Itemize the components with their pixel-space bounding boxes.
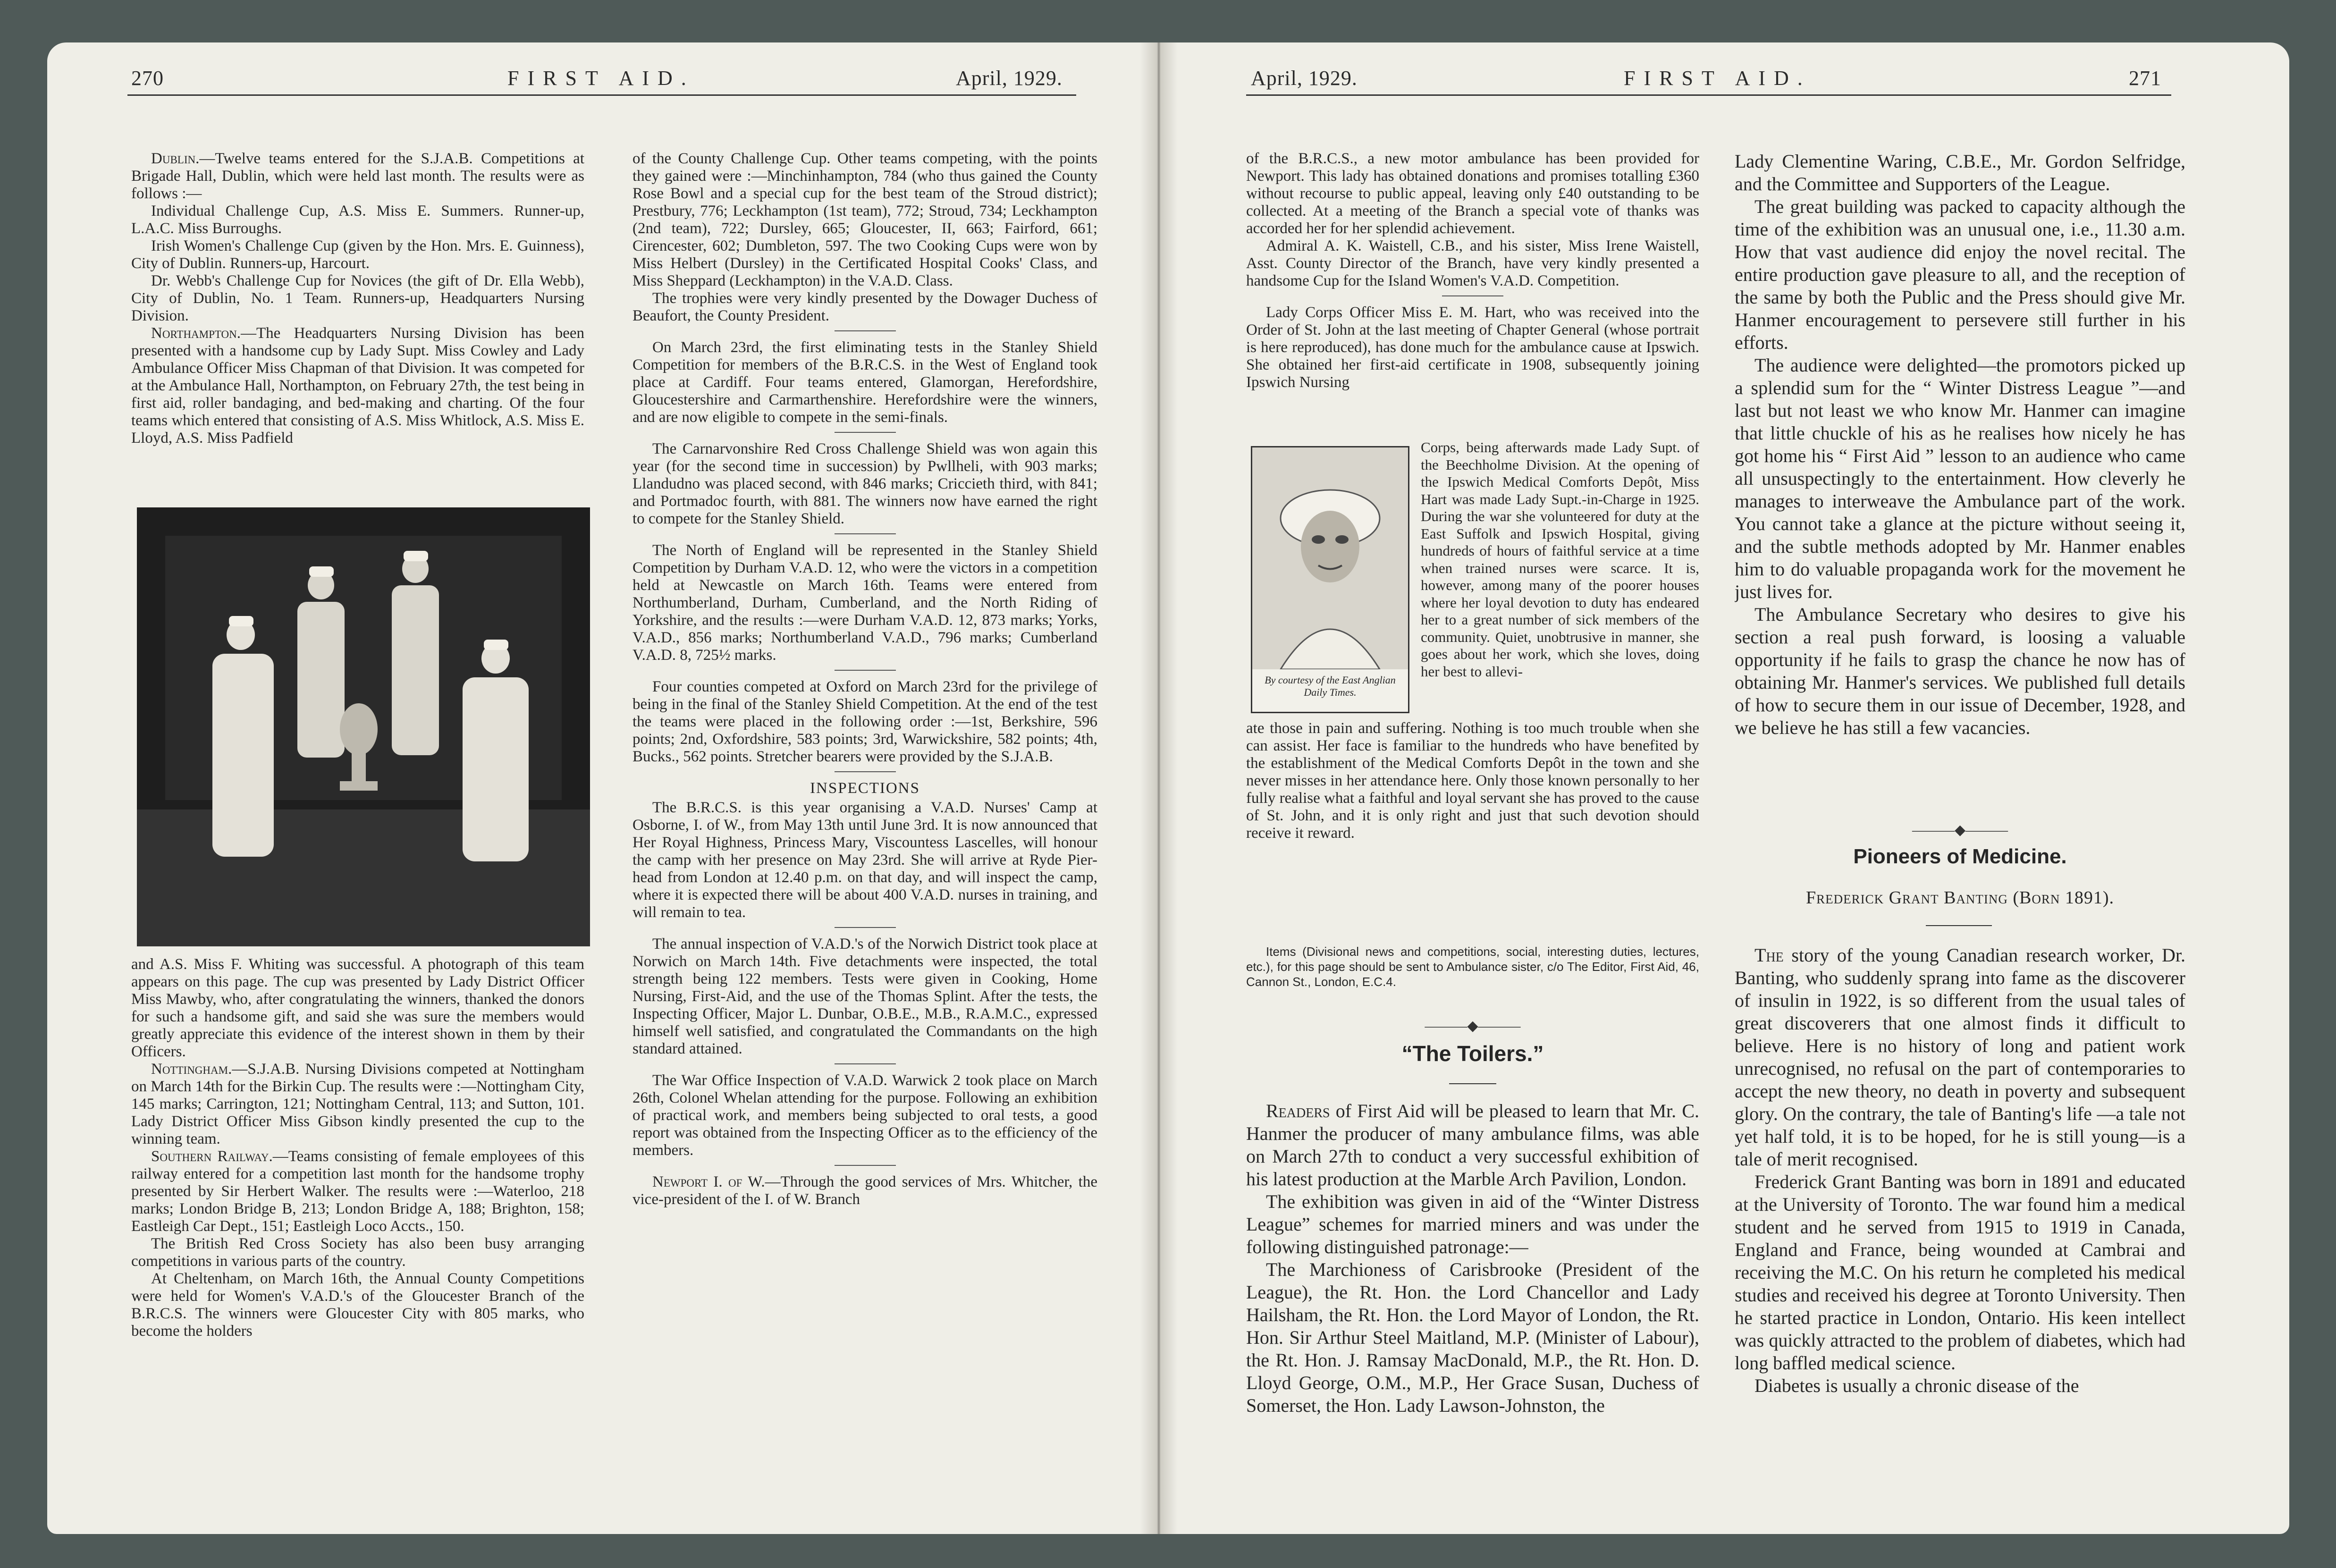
- paragraph: [1735, 150, 2185, 195]
- paragraph: [1735, 195, 2185, 354]
- paragraph-text: —The Headquarters Nursing Division has been presented with a handsome cup by Lady Supt. Miss Cowley and Lady Ambulance Officer Miss Chapman of that Division. It was competed for at the Ambulance Hall, Northampton, on February 27th, the test being in first aid, roller bandaging, and bed-making and charting. Of the four teams which entered that consisting of A.S. Miss Whitlock, A.S. Miss E. Lloyd, A.S. Miss Padfield: [131, 325, 584, 447]
- nursing-team-photo: [137, 507, 590, 946]
- toilers-heading: “The Toilers.”: [1401, 1041, 1544, 1066]
- right-head-rule: [1246, 94, 2171, 96]
- paragraph-text: The great building was packed to capacity although the time of the exhibition was an unusual one, i.e., 11.30 a.m. How that vast audience did enjoy the novel recital. The entire production gave pleasure to all, and the reception of the same by both the Public and the Press should give Mr. Hanmer encouragement to persevere still further in his efforts.: [1735, 196, 2185, 353]
- pioneers-rule: [1926, 925, 1992, 926]
- left-date: April, 1929.: [956, 67, 1063, 90]
- paragraph: [632, 440, 1097, 528]
- paragraph-text: The Carnarvonshire Red Cross Challenge Shield was won again this year (for the second time in succession) by Pwllheli, with 903 marks; Llandudno was placed second, with 846 marks; Criccieth third, with 841; and Portmadoc fourth, with 881. The winners now have earned the right to compete for the Stanley Shield.: [632, 440, 1097, 527]
- section-divider: [835, 330, 896, 331]
- paragraph-lead: Newport I. of W.: [652, 1173, 765, 1190]
- paragraph-text: The audience were delighted—the promotors picked up a splendid sum for the “ Winter Distress League ”—and last but not least we who know Mr. Hanmer can imagine that little chuckle of his as he realises how nicely he has got home his “ First Aid ” lesson to an audience who came all unsuspectingly to the entertainment. How cleverly he manages to interweave the Ambulance part of the work. You cannot take a glance at the picture without seeing it, and the subtle methods adopted by Mr. Hanmer enables him to do valuable propaganda work for the movement he just lives for.: [1735, 354, 2185, 602]
- paragraph-text: The B.R.C.S. is this year organising a V.A.D. Nurses' Camp at Osborne, I. of W., from May 13th until June 3rd. It is now announced that Her Royal Highness, Princess Mary, Viscountess Lascelles, will honour the camp with her presence on May 23rd. She will arrive at Ryde Pier-head from London at 12.40 p.m. on that day, and will inspect the camp, where it is expected there will be about 400 V.A.D. nurses in training, and will remain to tea.: [632, 799, 1097, 921]
- right-column-1-after: [1246, 720, 1699, 965]
- paragraph-text: Lady Corps Officer Miss E. M. Hart, who was received into the Order of St. John at the last meeting of Chapter General (whose portrait is here reproduced), has done much for the ambulance cause at Ipswich. She obtained her first-aid certificate in 1908, subsequently joining Ipswich Nursing: [1246, 304, 1699, 391]
- portrait-caption: By courtesy of the East Anglian Daily Times.: [1265, 674, 1396, 698]
- paragraph-text: Diabetes is usually a chronic disease of the: [1754, 1375, 2079, 1396]
- paragraph-text: Individual Challenge Cup, A.S. Miss E. Summers. Runner-up, L.A.C. Miss Burroughs.: [131, 202, 584, 237]
- paragraph: [1246, 1190, 1699, 1258]
- paragraph-text: Four counties competed at Oxford on March 23rd for the privilege of being in the final of the Stanley Shield Competition. At the end of the test the teams were placed in the following order :—1st, Berkshire, 596 points; 2nd, Oxfordshire, 583 points; 3rd, Warwickshire, 582 points; 4th, Bucks., 562 points. Stretcher bearers were provided by the S.J.A.B.: [632, 678, 1097, 765]
- paragraph: [632, 678, 1097, 766]
- paragraph-text: The Marchioness of Carisbrooke (President of the League), the Rt. Hon. the Lord Chancellor and Lady Hailsham, the Rt. Hon. the Lord Mayor of London, the Rt. Hon. Sir Arthur Steel Maitland, M.P. (Minister of Labour), the Rt. Hon. J. Ramsay MacDonald, M.P., the Rt. Hon. D. Lloyd George, O.M., M.P., Her Grace Susan, Duchess of Somerset, the Hon. Lady Lawson-Johnston, the: [1246, 1259, 1699, 1416]
- paragraph-text: The British Red Cross Society has also been busy arranging competitions in various parts of the country.: [131, 1235, 584, 1270]
- left-running-title: FIRST AID.: [507, 67, 695, 90]
- paragraph-text: The North of England will be represented in the Stanley Shield Competition by Durham V.A.D. 12, who were the victors in a competition held at Newcastle on March 16th. Teams were entered from Northumberland, Durham, Cumberland, and the North Riding of Yorkshire, and the results :—were Durham V.A.D. 12, 873 marks; Yorks, V.A.D., 856 marks; Northumberland V.A.D., 796 marks; Cumberland V.A.D. 8, 725½ marks.: [632, 542, 1097, 664]
- paragraph-text: On March 23rd, the first eliminating tests in the Stanley Shield Competition for members of the B.R.C.S. in the West of England took place at Cardiff. Four teams entered, Glamorgan, Herefordshire, Gloucestershire and Carmarthenshire. Herefordshire were the winners, and are now eligible to compete in the semi-finals.: [632, 339, 1097, 426]
- items-note-text: Items (Divisional news and competitions, social, interesting duties, lectures, etc.), for this page should be sent to Ambulance sister, c/o The Editor, First Aid, 46, Cannon St., London, E.C.4.: [1246, 944, 1699, 989]
- paragraph-text: and A.S. Miss F. Whiting was successful. A photograph of this team appears on this page. The cup was presented by Lady District Officer Miss Mawby, who, after congratulating the winners, thanked the donors for such a handsome gift, and said she was sure the members would greatly appreciate this evidence of the interest shown in them by their Officers.: [131, 956, 584, 1060]
- left-column-1-bottom: [131, 956, 584, 1447]
- items-note: [1246, 944, 1699, 996]
- paragraph: [1735, 354, 2185, 603]
- paragraph-text: The War Office Inspection of V.A.D. Warwick 2 took place on March 26th, Colonel Whelan attending for the purpose. Following an exhibition of practical work, and members being subjected to oral tests, a good report was obtained from the Inspecting Officer as to the efficiency of the members.: [632, 1072, 1097, 1159]
- paragraph: [1735, 1171, 2185, 1374]
- right-date: April, 1929.: [1251, 67, 1358, 90]
- pioneers-subheading: Frederick Grant Banting (Born 1891).: [1805, 888, 2115, 908]
- paragraph: [1246, 1100, 1699, 1190]
- paragraph-text: Irish Women's Challenge Cup (given by the Hon. Mrs. E. Guinness), City of Dublin. Runners-up, Harcourt.: [131, 237, 584, 272]
- section-divider: [835, 771, 896, 772]
- section-divider: [835, 432, 896, 433]
- paragraph: [1735, 1374, 2185, 1397]
- section-divider: [835, 1063, 896, 1064]
- paragraph-text: Admiral A. K. Waistell, C.B., and his sister, Miss Irene Waistell, Asst. County Director of the Branch, have very kindly presented a handsome Cup for the Island Women's V.A.D. Competition.: [1246, 237, 1699, 289]
- paragraph-lead: The: [1754, 944, 1784, 966]
- book-gutter: [1140, 42, 1178, 1534]
- paragraph-text: of the B.R.C.S., a new motor ambulance has been provided for Newport. This lady has obtained donations and promises totalling £360 without recourse to public appeal, leaving only £40 outstanding to be collected. At a meeting of the Branch a special vote of thanks was accorded her for her splendid achievement.: [1246, 150, 1699, 237]
- section-divider: [835, 533, 896, 534]
- section-ornament: ———◆———: [1425, 1018, 1521, 1034]
- team-photo-image: [137, 507, 590, 946]
- paragraph: [632, 542, 1097, 664]
- paragraph-text: The annual inspection of V.A.D.'s of the Norwich District took place at Norwich on March 14th. Five detachments were inspected, the total strength being 122 members. Tests were given in Cooking, Home Nursing, First-Aid, and the use of the Thomas Splint. After the tests, the Inspecting Officer, Major L. Dunbar, O.B.E., M.B., R.A.M.C., expressed himself well satisfied, and congratulated the Commandants on the high standard attained.: [632, 936, 1097, 1057]
- paragraph-text: story of the young Canadian research worker, Dr. Banting, who suddenly sprang into fame as the discoverer of insulin in 1922, is so different from the usual tales of great discoverers that one almost finds it difficult to believe. Here is no history of long and patient work unrecognised, no refusal on the part of contemporaries to accept the new theory, no death in poverty and subsequent glory. On the contrary, the tale of Banting's life —a tale not yet half told, it is to be hoped, for he is still young—is a tale of merit recognised.: [1735, 944, 2185, 1170]
- paragraph: [632, 936, 1097, 1058]
- paragraph-text: Lady Clementine Waring, C.B.E., Mr. Gordon Selfridge, and the Committee and Supporters of the League.: [1735, 151, 2185, 194]
- paragraph-text: of the County Challenge Cup. Other teams competing, with the points they gained were :—Minchinhampton, 784 (who thus gained the County Rose Bowl and a special cup for the best team of the Stroud district); Prestbury, 776; Leckhampton (1st team), 772; Stroud, 734; Leckhampton (2nd team), 722; Dursley, 665; Gloucester, II, 663; Fairford, 661; Cirencester, 602; Dumbleton, 597. The two Cooking Cups were won by Miss Helbert (Dursley) in the Certificated Hospital Cooks' Class, and Miss Sheppard (Leckhampton) in the V.A.D. Class.: [632, 150, 1097, 289]
- paragraph-lead: Dublin.: [151, 150, 200, 167]
- section-divider: [1442, 295, 1503, 296]
- paragraph: [131, 150, 584, 202]
- paragraph-text: of First Aid will be pleased to learn that Mr. C. Hanmer the producer of many ambulance films, was able on March 27th to conduct a very successful exhibition of his latest production at the Marble Arch Pavilion, London.: [1246, 1100, 1699, 1189]
- toilers-rule: [1449, 1083, 1496, 1084]
- pioneers-heading: Pioneers of Medicine.: [1853, 845, 2067, 868]
- paragraph-text: —S.J.A.B. Nursing Divisions competed at Nottingham on March 14th for the Birkin Cup. The results were :—Nottingham City, 145 marks; Carrington, 121; Nottingham Central, 113; and Sutton, 101. Lady District Officer Miss Gibson kindly presented the cup to the winning team.: [131, 1061, 584, 1147]
- right-column-1-wrap: [1421, 439, 1699, 717]
- right-running-title: FIRST AID.: [1624, 67, 1811, 90]
- pioneers-ornament: ———◆———: [1912, 822, 2008, 838]
- paragraph-text: Frederick Grant Banting was born in 1891 and educated at the University of Toronto. The war found him a medical student and he served from 1915 to 1919 in Canada, England and France, being wounded at Cambrai and receiving the M.C. On his return he completed his medical studies and received his degree at Toronto University. Then he started practice in London, Ontario. His keen intellect was quickly attracted to the problem of diabetes, which had long baffled medical science.: [1735, 1171, 2185, 1374]
- paragraph: [1735, 944, 2185, 1171]
- paragraph-text: The trophies were very kindly presented by the Dowager Duchess of Beaufort, the County President.: [632, 290, 1097, 324]
- left-column-2: [632, 150, 1097, 1458]
- paragraph: [1246, 237, 1699, 290]
- section-divider: [835, 1165, 896, 1166]
- paragraph: [632, 150, 1097, 290]
- paragraph: [131, 1235, 584, 1270]
- paragraph: [1246, 150, 1699, 237]
- paragraph-text: The Ambulance Secretary who desires to give his section a real push forward, is loosing a valuable opportunity if he fails to grasp the chance he now has of obtaining Mr. Hanmer's services. We published full details of how to secure them in our issue of December, 1928, and we believe he has still a few vacancies.: [1735, 604, 2185, 738]
- left-head-rule: [127, 94, 1076, 96]
- paragraph: [1246, 304, 1699, 391]
- paragraph: [131, 202, 584, 237]
- paragraph: [131, 1061, 584, 1148]
- paragraph: [1735, 603, 2185, 739]
- paragraph-text: Dr. Webb's Challenge Cup for Novices (the gift of Dr. Ella Webb), City of Dublin, No. 1 Team. Runners-up, Headquarters Nursing Division.: [131, 272, 584, 324]
- paragraph: [632, 290, 1097, 325]
- paragraph: [131, 325, 584, 447]
- section-divider: [835, 927, 896, 928]
- paragraph: [131, 1270, 584, 1340]
- paragraph: [131, 237, 584, 272]
- paragraph: [632, 799, 1097, 921]
- paragraph-lead: Northampton.: [151, 325, 241, 342]
- left-page-number: 270: [131, 67, 164, 90]
- paragraph: [1246, 1258, 1699, 1417]
- paragraph-lead: Readers: [1266, 1100, 1330, 1121]
- section-divider: [835, 670, 896, 671]
- paragraph-lead: Nottingham.: [151, 1061, 232, 1078]
- section-subheading: INSPECTIONS: [810, 780, 920, 797]
- left-column-1-top: [131, 150, 584, 499]
- paragraph-lead: Southern Railway.: [151, 1148, 273, 1165]
- right-column-1-top: [1246, 150, 1699, 438]
- right-page-number: 271: [2129, 67, 2161, 90]
- toilers-article: [1246, 1100, 1699, 1468]
- paragraph-text: The exhibition was given in aid of the “Winter Distress League” schemes for married miners and was under the following distinguished patronage:—: [1246, 1191, 1699, 1257]
- paragraph-text: —Teams consisting of female employees of this railway entered for a competition last month for the handsome trophy presented by Sir Herbert Walker. The results were :—Waterloo, 218 marks; London Bridge B, 213; London Bridge A, 188; Brighton, 158; Eastleigh Car Dept., 151; Eastleigh Loco Accts., 150.: [131, 1148, 584, 1235]
- paragraph-text: —Twelve teams entered for the S.J.A.B. Competitions at Brigade Hall, Dublin, which were held last month. The results were as follows :—: [131, 150, 584, 202]
- paragraph: [632, 1072, 1097, 1159]
- portrait-of-miss-hart: [1252, 447, 1408, 669]
- paragraph-text: At Cheltenham, on March 16th, the Annual County Competitions were held for Women's V.A.D.'s of the Gloucester Branch of the B.R.C.S. The winners were Gloucester City with 805 marks, who become the holders: [131, 1270, 584, 1340]
- hart-wrap-text: Corps, being afterwards made Lady Supt. of the Beechholme Division. At the opening of the Ipswich Medical Comforts Depôt, Miss Hart was made Lady Supt.-in-Charge in 1925. During the war she volunteered for duty at the East Suffolk and Ipswich Hospital, giving hundreds of hours of faithful service at a time when trained nurses were scarce. It is, however, among many of the poorer houses where her loyal devotion to duty has endeared her to a great number of sick members of the community. Quiet, unobtrusive in manner, she goes about her work, which she loves, doing her best to allevi-: [1421, 439, 1699, 680]
- hart-continued-text: ate those in pain and suffering. Nothing is too much trouble when she can assist. Her face is familiar to the hundreds who have benefited by the establishment of the Medical Comforts Depôt in the town and she never misses in her attendance here. Only those known personally to her fully realise what a faithful and loyal servant she has proved to the cause of St. John, and it is only right and just that such devotion should receive it reward.: [1246, 720, 1699, 842]
- paragraph: [632, 339, 1097, 426]
- pioneers-article: [1735, 944, 2185, 1468]
- paragraph: [131, 956, 584, 1061]
- paragraph: [131, 1148, 584, 1235]
- portrait-frame: [1251, 446, 1409, 713]
- paragraph: [131, 272, 584, 325]
- paragraph: [632, 1173, 1097, 1208]
- paragraph-text: —Through the good services of Mrs. Whitcher, the vice-president of the I. of W. Branch: [632, 1173, 1097, 1208]
- right-column-2-top: [1735, 150, 2185, 820]
